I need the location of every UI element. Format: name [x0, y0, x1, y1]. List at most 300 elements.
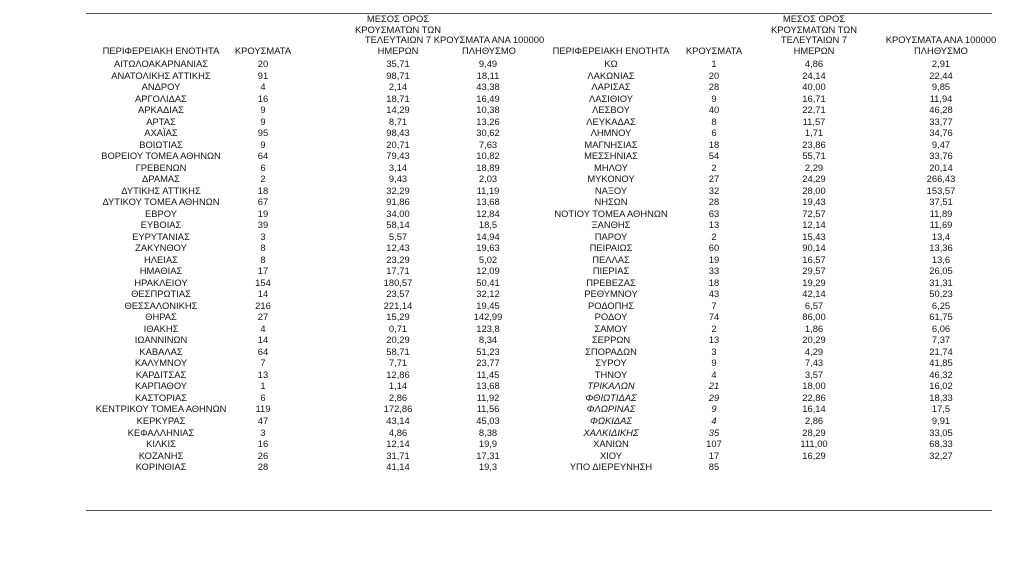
cell-right-region: ΣΕΡΡΩΝ	[591, 334, 631, 346]
cell-right-cases: 9	[711, 403, 717, 415]
header-avg7-right: ΜΕΣΟΣ ΟΡΟΣ ΚΡΟΥΣΜΑΤΩΝ ΤΩΝ ΤΕΛΕΥΤΑΙΩΝ 7 ΗΜΕΡΩΝ	[770, 13, 858, 56]
cell-left-avg7: 12,43	[386, 242, 410, 254]
cell-right-avg7: 90,14	[802, 242, 826, 254]
table-row	[86, 150, 992, 162]
cell-left-cases: 119	[255, 403, 271, 415]
cell-left-region: ΙΘΑΚΗΣ	[143, 322, 179, 334]
cell-left-region: ΚΕΡΚΥΡΑΣ	[136, 414, 186, 426]
table-row	[86, 415, 992, 427]
cell-left-per100k: 13,26	[476, 115, 500, 127]
cell-right-avg7: 40,00	[802, 81, 826, 93]
table-row	[86, 438, 992, 450]
cell-right-per100k: 50,23	[929, 288, 953, 300]
table-row	[86, 323, 992, 335]
cell-left-per100k: 11,45	[476, 368, 500, 380]
cell-right-cases: 7	[711, 299, 717, 311]
bottom-rule	[86, 510, 992, 511]
cell-right-region: ΛΕΣΒΟΥ	[592, 104, 630, 116]
cell-left-region: ΚΑΒΑΛΑΣ	[139, 345, 183, 357]
table-row	[86, 357, 992, 369]
cell-right-cases: 13	[708, 219, 720, 231]
cell-right-per100k: 26,05	[929, 265, 953, 277]
cell-left-region: ΒΟΡΕΙΟΥ ΤΟΜΕΑ ΑΘΗΝΩΝ	[101, 150, 221, 162]
table-row	[86, 81, 992, 93]
cell-right-cases: 60	[708, 242, 720, 254]
cell-left-avg7: 15,29	[386, 311, 410, 323]
table-row	[86, 392, 992, 404]
cell-right-per100k: 7,37	[931, 334, 951, 346]
cell-right-region: ΚΩ	[604, 58, 618, 69]
cell-left-cases: 6	[260, 161, 266, 173]
cell-right-per100k: 32,27	[929, 449, 953, 461]
cell-right-cases: 85	[708, 461, 720, 473]
header-cases-left: ΚΡΟΥΣΜΑΤΑ	[234, 44, 292, 56]
cell-left-avg7: 3,14	[388, 161, 408, 173]
cell-left-avg7: 4,86	[388, 426, 408, 438]
table-row	[86, 288, 992, 300]
cell-left-avg7: 1,14	[388, 380, 408, 392]
cell-left-cases: 9	[260, 138, 266, 150]
cell-right-region: ΜΕΣΣΗΝΙΑΣ	[584, 150, 638, 162]
cell-left-region: ΘΕΣΠΡΩΤΙΑΣ	[131, 288, 191, 300]
cell-right-avg7: 23,86	[802, 138, 826, 150]
cell-left-per100k: 18,89	[476, 161, 500, 173]
cell-left-cases: 4	[260, 81, 266, 93]
cell-right-avg7: 12,14	[802, 219, 826, 231]
table-row	[86, 265, 992, 277]
cell-right-cases: 27	[708, 173, 720, 185]
cell-right-per100k: 16,02	[929, 380, 953, 392]
cell-left-cases: 64	[257, 345, 269, 357]
cell-right-avg7: 19,43	[802, 196, 826, 208]
cell-left-cases: 8	[260, 242, 266, 254]
cell-left-cases: 26	[257, 449, 269, 461]
cell-left-region: ΚΟΖΑΝΗΣ	[138, 449, 184, 461]
cell-left-region: ΖΑΚΥΝΘΟΥ	[135, 242, 187, 254]
cell-right-per100k: 153,57	[926, 184, 956, 196]
cell-right-per100k: 266,43	[926, 173, 956, 185]
cell-left-cases: 20	[257, 58, 269, 69]
cell-left-cases: 6	[260, 391, 266, 403]
cell-right-region: ΧΑΛΚΙΔΙΚΗΣ	[583, 426, 639, 438]
cell-right-cases: 19	[708, 253, 720, 265]
cell-left-cases: 95	[257, 127, 269, 139]
cell-right-avg7: 55,71	[802, 150, 826, 162]
cell-left-avg7: 23,57	[386, 288, 410, 300]
cell-left-per100k: 13,68	[476, 380, 500, 392]
cell-left-region: ΗΜΑΘΙΑΣ	[139, 265, 183, 277]
cell-left-region: ΘΗΡΑΣ	[145, 311, 177, 323]
cell-left-region: ΑΝΑΤΟΛΙΚΗΣ ΑΤΤΙΚΗΣ	[111, 69, 211, 81]
cell-right-per100k: 6,25	[931, 299, 951, 311]
cell-left-avg7: 58,14	[386, 219, 410, 231]
cell-right-avg7: 16,29	[802, 449, 826, 461]
cell-left-cases: 13	[257, 368, 269, 380]
cell-left-avg7: 23,29	[386, 253, 410, 265]
cell-right-region: ΤΡΙΚΑΛΩΝ	[587, 380, 635, 392]
cell-right-cases: 4	[711, 414, 717, 426]
cell-left-cases: 154	[255, 276, 271, 288]
cell-left-per100k: 2,03	[478, 173, 498, 185]
cell-right-avg7: 28,29	[802, 426, 826, 438]
table-row	[86, 346, 992, 358]
cell-left-per100k: 19,3	[478, 461, 498, 473]
cell-left-per100k: 18,11	[476, 69, 500, 81]
cell-left-per100k: 11,56	[476, 403, 500, 415]
cell-right-cases: 32	[708, 184, 720, 196]
cell-right-region: ΞΑΝΘΗΣ	[591, 219, 631, 231]
cell-right-avg7: 16,14	[802, 403, 826, 415]
cell-right-cases: 6	[711, 127, 717, 139]
cell-left-cases: 8	[260, 253, 266, 265]
cell-left-region: ΑΧΑΪΑΣ	[144, 127, 178, 139]
cell-left-per100k: 30,62	[476, 127, 500, 139]
cell-right-per100k: 13,4	[931, 230, 951, 242]
cell-left-per100k: 142,99	[473, 311, 503, 323]
cell-right-per100k: 20,14	[929, 161, 953, 173]
cell-left-per100k: 11,92	[476, 391, 500, 403]
cases-table	[86, 13, 997, 473]
cell-left-region: ΙΩΑΝΝΙΝΩΝ	[134, 334, 188, 346]
header-region-right: ΠΕΡΙΦΕΡΕΙΑΚΗ ΕΝΟΤΗΤΑ	[552, 44, 670, 56]
cell-left-cases: 28	[257, 461, 269, 473]
header-per100k-right: ΚΡΟΥΣΜΑΤΑ ΑΝΑ 100000 ΠΛΗΘΥΣΜΟ	[885, 34, 997, 56]
cell-right-avg7: 1,86	[804, 322, 824, 334]
cell-left-avg7: 98,71	[386, 69, 410, 81]
cell-left-cases: 3	[260, 230, 266, 242]
cell-right-per100k: 41,85	[929, 357, 953, 369]
cell-left-per100k: 23,77	[476, 357, 500, 369]
cell-left-cases: 47	[257, 414, 269, 426]
cell-right-cases: 74	[708, 311, 720, 323]
cell-left-avg7: 41,14	[386, 461, 410, 473]
cell-right-avg7: 22,86	[802, 391, 826, 403]
cell-right-cases: 43	[708, 288, 720, 300]
cell-left-per100k: 8,34	[478, 334, 498, 346]
table-row	[86, 116, 992, 128]
table-row	[86, 427, 992, 439]
cell-right-cases: 21	[708, 380, 720, 392]
table-row	[86, 104, 992, 116]
cell-left-avg7: 14,29	[386, 104, 410, 116]
cell-right-cases: 54	[708, 150, 720, 162]
cell-left-per100k: 19,45	[476, 299, 500, 311]
table-row	[86, 369, 992, 381]
cell-right-region: ΛΕΥΚΑΔΑΣ	[586, 115, 636, 127]
cell-left-avg7: 172,86	[383, 403, 413, 415]
cell-right-cases: 4	[711, 368, 717, 380]
table-row	[86, 208, 992, 220]
cell-right-per100k: 22,44	[929, 69, 953, 81]
cell-right-cases: 28	[708, 81, 720, 93]
cell-right-region: ΧΙΟΥ	[599, 449, 623, 461]
cell-left-per100k: 9,49	[478, 58, 498, 69]
cell-right-per100k: 17,5	[931, 403, 951, 415]
cell-left-avg7: 12,86	[386, 368, 410, 380]
cell-left-per100k: 17,31	[476, 449, 500, 461]
cell-left-cases: 64	[257, 150, 269, 162]
cell-left-region: ΑΙΤΩΛΟΑΚΑΡΝΑΝΙΑΣ	[113, 58, 209, 69]
cell-left-cases: 19	[257, 207, 269, 219]
cell-left-per100k: 12,84	[476, 207, 500, 219]
cell-left-region: ΚΑΡΠΑΘΟΥ	[134, 380, 188, 392]
cell-right-per100k: 11,89	[929, 207, 953, 219]
header-per100k-left: ΚΡΟΥΣΜΑΤΑ ΑΝΑ 100000 ΠΛΗΘΥΣΜΟ	[433, 34, 545, 56]
cell-right-region: ΡΟΔΟΠΗΣ	[587, 299, 635, 311]
cell-left-cases: 18	[257, 184, 269, 196]
cell-left-cases: 39	[257, 219, 269, 231]
cell-right-region: ΤΗΝΟΥ	[594, 368, 628, 380]
table-row	[86, 185, 992, 197]
table-row	[86, 127, 992, 139]
cell-right-cases: 9	[711, 357, 717, 369]
cell-left-per100k: 51,23	[476, 345, 500, 357]
cell-left-per100k: 45,03	[476, 414, 500, 426]
cell-left-avg7: 20,71	[386, 138, 410, 150]
table-row	[86, 231, 992, 243]
cell-right-region: ΧΑΝΙΩΝ	[593, 438, 629, 450]
cell-right-avg7: 24,14	[802, 69, 826, 81]
cell-left-region: ΑΝΔΡΟΥ	[141, 81, 181, 93]
cell-left-avg7: 31,71	[386, 449, 410, 461]
cell-right-cases: 2	[711, 322, 717, 334]
table-row	[86, 450, 992, 462]
cell-left-region: ΕΒΡΟΥ	[144, 207, 177, 219]
cell-right-avg7: 7,43	[804, 357, 824, 369]
cell-left-region: ΕΥΡΥΤΑΝΙΑΣ	[132, 230, 190, 242]
cell-right-per100k: 33,76	[929, 150, 953, 162]
cell-left-region: ΓΡΕΒΕΝΩΝ	[135, 161, 187, 173]
cell-right-per100k: 6,06	[931, 322, 951, 334]
cell-right-region: ΜΗΛΟΥ	[594, 161, 628, 173]
cell-right-per100k: 11,94	[929, 92, 953, 104]
table-row	[86, 162, 992, 174]
cell-left-avg7: 5,57	[388, 230, 408, 242]
cell-left-cases: 16	[257, 438, 269, 450]
cell-left-per100k: 14,94	[476, 230, 500, 242]
cell-right-avg7: 111,00	[800, 438, 828, 450]
cell-left-per100k: 19,9	[478, 438, 498, 450]
cell-left-region: ΚΑΣΤΟΡΙΑΣ	[134, 391, 188, 403]
cell-left-per100k: 5,02	[478, 253, 498, 265]
cell-right-region: ΥΠΟ ΔΙΕΡΕΥΝΗΣΗ	[569, 461, 653, 473]
cell-right-cases: 1	[711, 58, 717, 69]
cell-right-cases: 13	[708, 334, 720, 346]
cell-left-per100k: 10,38	[476, 104, 500, 116]
cell-right-region: ΠΕΛΛΑΣ	[592, 253, 630, 265]
cell-left-region: ΚΙΛΚΙΣ	[146, 438, 176, 450]
cell-right-per100k: 9,85	[931, 81, 951, 93]
cell-left-avg7: 2,86	[388, 391, 408, 403]
cell-left-cases: 4	[260, 322, 266, 334]
cell-right-avg7: 72,57	[802, 207, 826, 219]
cell-left-cases: 216	[255, 299, 271, 311]
cell-right-region: ΝΗΣΩΝ	[594, 196, 628, 208]
cell-left-region: ΗΛΕΙΑΣ	[144, 253, 178, 265]
cell-left-cases: 1	[260, 380, 266, 392]
cell-left-cases: 9	[260, 104, 266, 116]
cell-left-per100k: 11,19	[476, 184, 500, 196]
cell-right-region: ΣΥΡΟΥ	[595, 357, 627, 369]
cell-right-region: ΝΑΞΟΥ	[594, 184, 628, 196]
cell-right-cases: 107	[706, 438, 722, 450]
cell-right-avg7: 22,71	[802, 104, 826, 116]
cell-right-cases: 63	[708, 207, 720, 219]
cell-right-per100k: 46,28	[929, 104, 953, 116]
cell-right-region: ΠΡΕΒΕΖΑΣ	[586, 276, 636, 288]
cell-right-cases: 28	[708, 196, 720, 208]
cell-right-region: ΛΑΚΩΝΙΑΣ	[587, 69, 635, 81]
cell-left-avg7: 9,43	[388, 173, 408, 185]
cell-right-cases: 2	[711, 161, 717, 173]
cell-left-per100k: 7,63	[478, 138, 498, 150]
cell-left-avg7: 12,14	[386, 438, 410, 450]
cell-left-per100k: 43,38	[476, 81, 500, 93]
cell-right-cases: 18	[708, 276, 720, 288]
cell-left-avg7: 43,14	[386, 414, 410, 426]
cell-right-per100k: 68,33	[929, 438, 953, 450]
cell-right-per100k: 37,51	[929, 196, 953, 208]
cell-left-avg7: 2,14	[388, 81, 408, 93]
cell-left-cases: 14	[257, 334, 269, 346]
cell-left-avg7: 34,00	[386, 207, 410, 219]
cell-left-avg7: 32,29	[386, 184, 410, 196]
cell-right-per100k: 31,31	[929, 276, 953, 288]
cell-left-region: ΚΑΡΔΙΤΣΑΣ	[135, 368, 187, 380]
cell-left-cases: 7	[260, 357, 266, 369]
table-row	[86, 311, 992, 323]
cell-left-cases: 2	[260, 173, 266, 185]
cell-right-region: ΦΘΙΩΤΙΔΑΣ	[585, 391, 637, 403]
cell-left-avg7: 20,29	[386, 334, 410, 346]
cell-left-cases: 16	[257, 92, 269, 104]
cell-right-avg7: 28,00	[802, 184, 826, 196]
cell-right-avg7: 4,86	[804, 58, 824, 69]
cell-left-region: ΔΥΤΙΚΟΥ ΤΟΜΕΑ ΑΘΗΝΩΝ	[102, 196, 220, 208]
header-avg7-left: ΜΕΣΟΣ ΟΡΟΣ ΚΡΟΥΣΜΑΤΩΝ ΤΩΝ ΤΕΛΕΥΤΑΙΩΝ 7 ΗΜΕΡΩΝ	[354, 13, 442, 56]
cell-left-region: ΘΕΣΣΑΛΟΝΙΚΗΣ	[124, 299, 198, 311]
cell-right-cases: 20	[708, 69, 720, 81]
cell-right-region: ΦΛΩΡΙΝΑΣ	[586, 403, 636, 415]
cell-left-region: ΔΥΤΙΚΗΣ ΑΤΤΙΚΗΣ	[121, 184, 201, 196]
table-row	[86, 139, 992, 151]
table-row	[86, 219, 992, 231]
cell-right-region: ΠΑΡΟΥ	[594, 230, 628, 242]
table-row	[86, 242, 992, 254]
cell-left-region: ΕΥΒΟΙΑΣ	[140, 219, 182, 231]
cell-left-per100k: 12,09	[476, 265, 500, 277]
cell-left-region: ΚΑΛΥΜΝΟΥ	[134, 357, 188, 369]
table-row	[86, 403, 992, 415]
cell-left-per100k: 10,82	[476, 150, 500, 162]
table-row	[86, 93, 992, 105]
cell-left-avg7: 91,86	[386, 196, 410, 208]
table-header	[86, 13, 997, 58]
cell-left-cases: 91	[257, 69, 269, 81]
cell-right-region: ΣΠΟΡΑΔΩΝ	[585, 345, 637, 357]
cell-left-per100k: 32,12	[476, 288, 500, 300]
cell-left-cases: 27	[257, 311, 269, 323]
table-row	[86, 277, 992, 289]
cell-right-avg7: 19,29	[802, 276, 826, 288]
cell-left-avg7: 35,71	[386, 58, 410, 69]
cell-left-region: ΚΟΡΙΝΘΙΑΣ	[135, 461, 187, 473]
table-row	[86, 300, 992, 312]
cell-right-avg7: 1,71	[804, 127, 824, 139]
cell-right-per100k: 33,77	[929, 115, 953, 127]
cell-right-avg7: 6,57	[804, 299, 824, 311]
cell-left-avg7: 221,14	[383, 299, 413, 311]
cell-left-avg7: 58,71	[386, 345, 410, 357]
cell-right-avg7: 24,29	[802, 173, 826, 185]
cell-left-avg7: 98,43	[386, 127, 410, 139]
cell-left-avg7: 0,71	[388, 322, 408, 334]
table-row	[86, 196, 992, 208]
cell-right-avg7: 29,57	[802, 265, 826, 277]
cell-right-region: ΠΙΕΡΙΑΣ	[592, 265, 630, 277]
cell-right-avg7: 16,71	[802, 92, 826, 104]
cell-left-cases: 14	[257, 288, 269, 300]
cell-right-cases: 17	[708, 449, 720, 461]
cell-left-region: ΚΕΦΑΛΛΗΝΙΑΣ	[127, 426, 195, 438]
cell-right-region: ΦΩΚΙΔΑΣ	[590, 414, 632, 426]
cell-right-per100k: 2,91	[931, 58, 951, 69]
cell-right-region: ΜΑΓΝΗΣΙΑΣ	[584, 138, 638, 150]
cell-right-region: ΡΟΔΟΥ	[594, 311, 628, 323]
cell-left-per100k: 19,63	[476, 242, 500, 254]
cell-left-avg7: 180,57	[383, 276, 413, 288]
cell-left-region: ΗΡΑΚΛΕΙΟΥ	[134, 276, 188, 288]
table-row	[86, 461, 992, 473]
cell-left-cases: 17	[257, 265, 269, 277]
cell-right-avg7: 42,14	[802, 288, 826, 300]
cell-left-region: ΑΡΤΑΣ	[146, 115, 176, 127]
header-cases-right: ΚΡΟΥΣΜΑΤΑ	[685, 44, 743, 56]
cell-left-per100k: 50,41	[476, 276, 500, 288]
cell-right-cases: 29	[708, 391, 720, 403]
cell-right-region: ΠΕΙΡΑΙΩΣ	[589, 242, 633, 254]
table-row	[86, 58, 992, 70]
cell-left-avg7: 79,43	[386, 150, 410, 162]
cell-right-per100k: 9,47	[931, 138, 951, 150]
cell-right-avg7: 11,57	[802, 115, 826, 127]
cell-right-cases: 33	[708, 265, 720, 277]
table-row	[86, 334, 992, 346]
cell-left-avg7: 7,71	[388, 357, 408, 369]
cell-left-per100k: 8,38	[478, 426, 498, 438]
cell-left-region: ΚΕΝΤΡΙΚΟΥ ΤΟΜΕΑ ΑΘΗΝΩΝ	[95, 403, 227, 415]
cell-left-avg7: 18,71	[386, 92, 410, 104]
cell-left-per100k: 16,49	[476, 92, 500, 104]
cell-right-avg7: 4,29	[804, 345, 824, 357]
table-row	[86, 254, 992, 266]
table-body	[86, 58, 992, 473]
cell-right-avg7: 3,57	[804, 368, 824, 380]
cell-right-per100k: 13,6	[931, 253, 951, 265]
cell-right-avg7: 2,86	[804, 414, 824, 426]
cell-left-cases: 67	[257, 196, 269, 208]
cell-right-avg7: 16,57	[802, 253, 826, 265]
cell-left-avg7: 8,71	[388, 115, 408, 127]
cell-right-per100k: 34,76	[929, 127, 953, 139]
cell-right-avg7: 2,29	[804, 161, 824, 173]
cell-right-per100k: 21,74	[929, 345, 953, 357]
cell-right-cases: 9	[711, 92, 717, 104]
cell-right-avg7: 15,43	[802, 230, 826, 242]
cell-left-cases: 3	[260, 426, 266, 438]
table-row	[86, 173, 992, 185]
cell-left-region: ΑΡΚΑΔΙΑΣ	[138, 104, 184, 116]
